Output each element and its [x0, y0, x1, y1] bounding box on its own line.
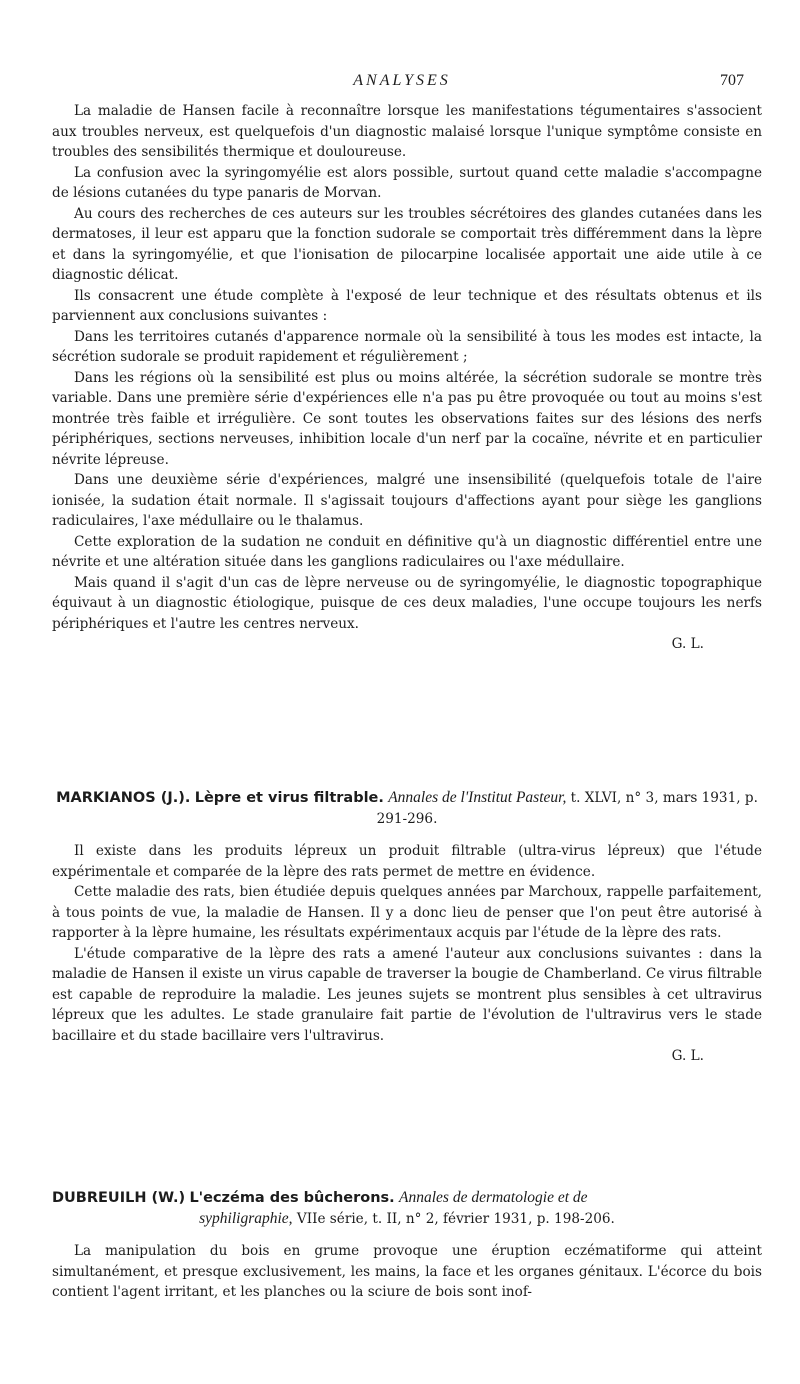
- paragraph: La maladie de Hansen facile à reconnaître lorsque les manifestations tégumentaires s'associent aux troubles nerveux, est quelquefois d'un diagnostic malaisé lorsque l'unique symptôme consiste en troubles des sensibilités thermique et douloureuse.: [52, 103, 762, 160]
- review-article-title: L'eczéma des bûcherons.: [189, 1190, 395, 1206]
- review-dubreuilh: [52, 1188, 762, 1303]
- running-header: [60, 72, 744, 94]
- reviewer-signature: G. L.: [671, 1048, 704, 1064]
- review-citation: [52, 788, 762, 829]
- review-details: VIIe série, t. II, n° 2, février 1931, p. 198-206.: [292, 1210, 615, 1227]
- reviewer-signature: G. L.: [671, 636, 704, 652]
- review-details: t. XLVI, n° 3, mars 1931, p. 291-296.: [376, 790, 758, 827]
- review-journal: Annales de dermatologie et de: [399, 1189, 588, 1206]
- review-markianos: [52, 788, 762, 1067]
- paragraph: L'étude comparative de la lèpre des rats a amené l'auteur aux conclusions suivantes : dans la maladie de Hansen il existe un virus capable de traverser la bougie de Chamberland. Ce virus filtrable est capable de reproduire la maladie. Les jeunes sujets se montrent plus sensibles à cet ultravirus lépreux que les adultes. Le stade granulaire fait partie de l'évolution de l'ultravirus vers le stade bacillaire et du stade bacillaire vers l'ultravirus.: [52, 945, 762, 1044]
- paragraph: Dans les territoires cutanés d'apparence normale où la sensibilité à tous les modes est intacte, la sécrétion sudorale se produit rapidement et régulièrement ;: [52, 328, 762, 365]
- review-article-title: Lèpre et virus filtrable.: [194, 790, 384, 806]
- paragraph: Mais quand il s'agit d'un cas de lèpre nerveuse ou de syringomyélie, le diagnostic topographique équivaut à un diagnostic étiologique, puisque de ces deux maladies, l'une occupe toujours les nerfs périphériques et l'autre les centres nerveux.: [52, 574, 762, 632]
- paragraph: Dans une deuxième série d'expériences, malgré une insensibilité (quelquefois totale de l'aire ionisée, la sudation était normale. Il s'agissait toujours d'affections ayant pour siège les ganglions radiculaires, l'axe médullaire ou le thalamus.: [52, 472, 762, 529]
- review-continuation: [52, 101, 762, 655]
- review-author: DUBREUILH (W.): [52, 1190, 186, 1206]
- paragraph: La manipulation du bois en grume provoque une éruption eczématiforme qui atteint simultanément, et presque exclusivement, les mains, la face et les organes génitaux. L'écorce du bois contient l'agent irritant, et les planches ou la sciure de bois sont inof-: [52, 1243, 762, 1300]
- review-journal-continued: syphiligraphie,: [199, 1209, 293, 1227]
- paragraph: Cette maladie des rats, bien étudiée depuis quelques années par Marchoux, rappelle parfaitement, à tous points de vue, la maladie de Hansen. Il y a donc lieu de penser que l'on peut être autorisé à rapporter à la lèpre humaine, les résultats expérimentaux acquis par l'étude de la lèpre des rats.: [52, 884, 762, 941]
- review-author: MARKIANOS (J.).: [56, 790, 191, 806]
- page-number: 707: [720, 72, 744, 89]
- paragraph: Ils consacrent une étude complète à l'exposé de leur technique et des résultats obtenus et ils parviennent aux conclusions suivantes :: [52, 287, 762, 324]
- paragraph: Il existe dans les produits lépreux un produit filtrable (ultra-virus lépreux) que l'étude expérimentale et comparée de la lèpre des rats permet de mettre en évidence.: [52, 843, 762, 880]
- review-journal: Annales de l'Institut Pasteur,: [388, 789, 567, 806]
- paragraph: Dans les régions où la sensibilité est plus ou moins altérée, la sécrétion sudorale se montre très variable. Dans une première série d'expériences elle n'a pas pu être provoquée ou tout au moins s'est montrée très faible et irrégulière. Ce sont toutes les observations faites sur des lésions des nerfs périphériques, sections nerveuses, inhibition locale d'un nerf par la cocaïne, névrite et en particulier névrite lépreuse.: [52, 369, 762, 468]
- review-citation: [52, 1188, 762, 1229]
- running-title: ANALYSES: [353, 72, 451, 89]
- paragraph: Cette exploration de la sudation ne conduit en définitive qu'à un diagnostic différentiel entre une névrite et une altération située dans les ganglions radiculaires ou l'axe médullaire.: [52, 533, 762, 570]
- paragraph: Au cours des recherches de ces auteurs sur les troubles sécrétoires des glandes cutanées dans les dermatoses, il leur est apparu que la fonction sudorale se comportait très différemment dans la lèpre et dans la syringomyélie, et que l'ionisation de pilocarpine localisée apportait une aide utile à ce diagnostic délicat.: [52, 205, 762, 283]
- paragraph: La confusion avec la syringomyélie est alors possible, surtout quand cette maladie s'accompagne de lésions cutanées du type panaris de Morvan.: [52, 164, 762, 201]
